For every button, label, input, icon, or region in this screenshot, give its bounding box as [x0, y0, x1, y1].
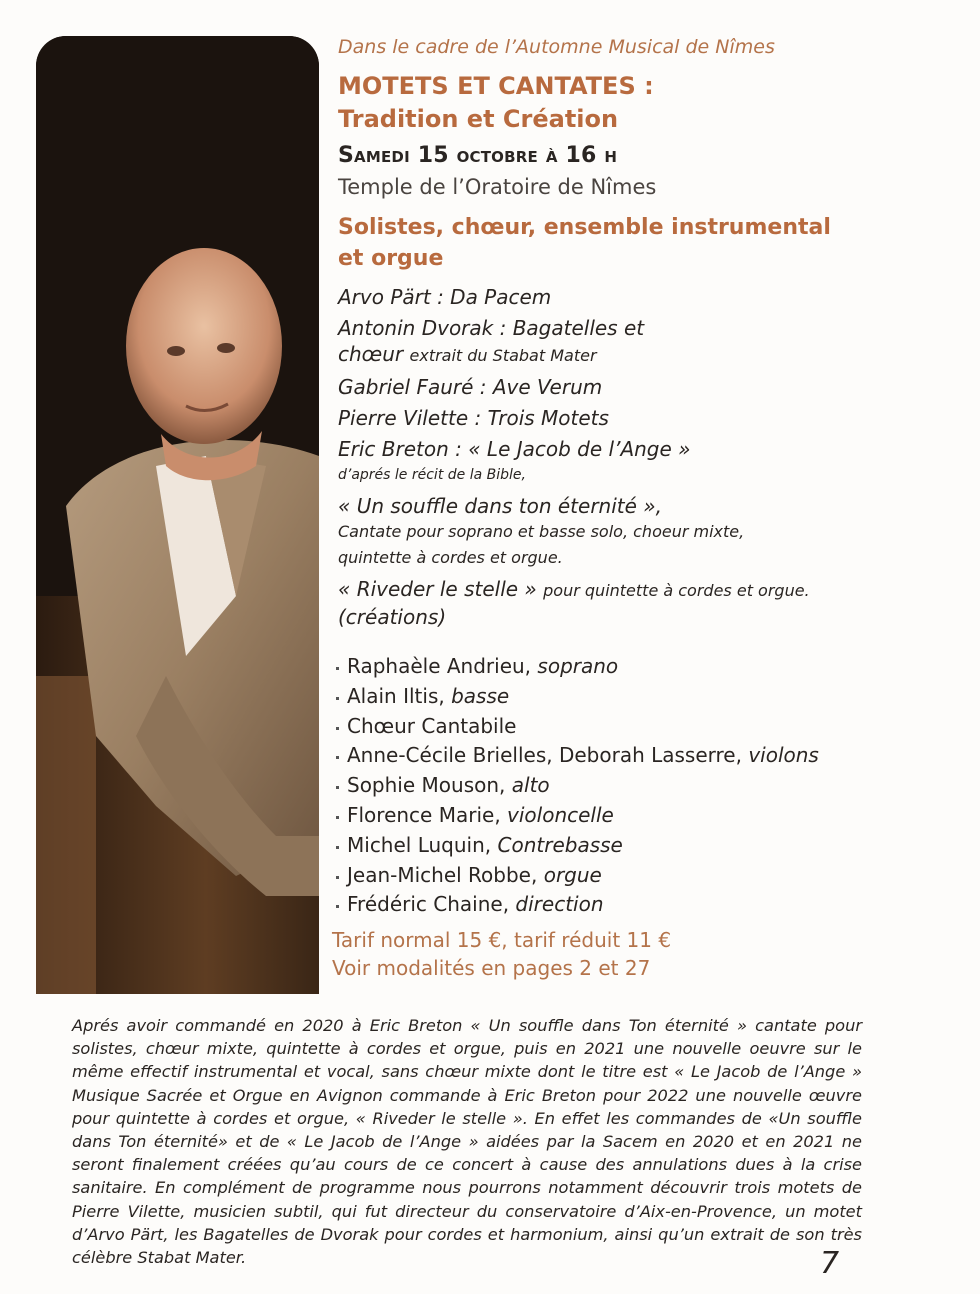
work-detail: [338, 341, 958, 369]
list-item: [336, 890, 958, 920]
work-title: Eric Breton : « Le Jacob de l’Ange »: [338, 437, 691, 461]
event-title-line1: MOTETS ET CANTATES :: [338, 72, 654, 100]
list-item: [336, 712, 958, 742]
portrait-photo: [36, 36, 319, 994]
event-title-line2: Tradition et Création: [338, 105, 619, 133]
work-title: Pierre Vilette : Trois Motets: [338, 406, 609, 430]
event-subtitle: [338, 212, 958, 274]
work-item: [338, 405, 958, 431]
performer-name: Jean-Michel Robbe,: [347, 862, 538, 887]
performer-role: orgue: [543, 862, 602, 887]
performer-role: alto: [511, 773, 550, 798]
work-description: quintette à cordes et orgue.: [338, 548, 563, 567]
page-number: 7: [820, 1246, 840, 1281]
performer-name: Sophie Mouson,: [347, 773, 506, 798]
work-extra: (créations): [338, 605, 447, 629]
list-item: [336, 861, 958, 891]
performer-role: direction: [515, 892, 604, 917]
performer-name: Frédéric Chaine,: [347, 892, 510, 917]
performer-role: violons: [748, 743, 819, 768]
performer-name: Raphaèle Andrieu,: [347, 654, 532, 678]
work-item: [338, 436, 958, 488]
work-detail-small: extrait du Stabat Mater: [409, 346, 597, 365]
performer-name: Michel Luquin,: [347, 832, 492, 857]
event-venue: Temple de l’Oratoire de Nîmes: [338, 175, 657, 199]
performer-role: soprano: [537, 654, 619, 678]
work-title: Gabriel Fauré : Ave Verum: [338, 375, 603, 399]
list-item: [336, 741, 958, 771]
list-item: [336, 771, 958, 801]
work-description: Cantate pour soprano et basse solo, choeur mixte,: [338, 522, 745, 541]
event-context: Dans le cadre de l’Automne Musical de Nîmes: [338, 36, 775, 58]
performer-name: Florence Marie,: [347, 802, 501, 827]
pricing-line: Tarif normal 15 €, tarif réduit 11 €: [332, 928, 672, 953]
performer-name: Alain Iltis,: [347, 683, 445, 708]
pricing-note: Voir modalités en pages 2 et 27: [332, 956, 651, 981]
event-subtitle-line2: et orgue: [338, 246, 444, 271]
work-title: Arvo Pärt : Da Pacem: [338, 285, 552, 309]
work-item: [338, 576, 958, 630]
pricing-info: [332, 926, 958, 982]
event-details: [332, 34, 958, 982]
list-item: [336, 682, 958, 712]
work-description: pour quintette à cordes et orgue.: [543, 581, 810, 600]
event-title: [338, 70, 958, 136]
performer-role: Contrebasse: [497, 832, 623, 857]
work-note: d’aprés le récit de la Bible,: [338, 467, 526, 483]
work-item: [338, 284, 958, 310]
description-paragraph: Aprés avoir commandé en 2020 à Eric Breton « Un souffle dans Ton éternité » cantate pour solistes, chœur mixte, quintette à cordes et orgue, puis en 2021 une nouvelle oeuvre sur le même effectif instrumental et vocal, sans chœur mixte dont le titre est « Le Jacob de l’Ange » Musique Sacrée et Orgue en Avignon commande à Eric Breton pour 2022 une nouvelle œuvre pour quintette à cordes et orgue, « Riveder le stelle ». En effet les commandes de «Un souffle dans Ton éternité» et de « Le Jacob de l’Ange » aidées par la Sacem en 2020 et en 2021 ne seront finalement créées qu’au cours de ce concert à cause des annulations dues à la crise sanitaire. En complément de programme nous pourrons notamment découvrir trois motets de Pierre Vilette, musicien subtil, qui fut directeur du conservatoire d’Aix-en-Provence, un motet d’Arvo Pärt, les Bagatelles de Dvorak pour cordes et harmonium, ainsi qu’un extrait de son très célèbre Stabat Mater.: [72, 1016, 862, 1268]
work-item: [338, 493, 958, 571]
work-detail-main: chœur: [338, 342, 404, 366]
performers-list: [338, 652, 958, 920]
list-item: [336, 652, 958, 682]
event-date: Samedi 15 octobre à 16 h: [338, 143, 618, 168]
list-item: [336, 801, 958, 831]
program-works: [338, 284, 958, 630]
event-subtitle-line1: Solistes, chœur, ensemble instrumental: [338, 215, 831, 240]
list-item: [336, 831, 958, 861]
work-item: [338, 374, 958, 400]
performer-role: basse: [451, 683, 510, 708]
work-title: Antonin Dvorak : Bagatelles et: [338, 316, 645, 340]
work-title: « Riveder le stelle »: [338, 577, 537, 601]
work-title-row: [338, 576, 958, 604]
performer-role: violoncelle: [507, 802, 614, 827]
work-title: « Un souffle dans ton éternité »,: [338, 494, 662, 518]
performer-name: Chœur Cantabile: [347, 713, 517, 738]
performer-name: Anne-Cécile Brielles, Deborah Lasserre,: [347, 743, 742, 768]
work-item: [338, 315, 958, 369]
portrait-illustration: [36, 36, 319, 994]
